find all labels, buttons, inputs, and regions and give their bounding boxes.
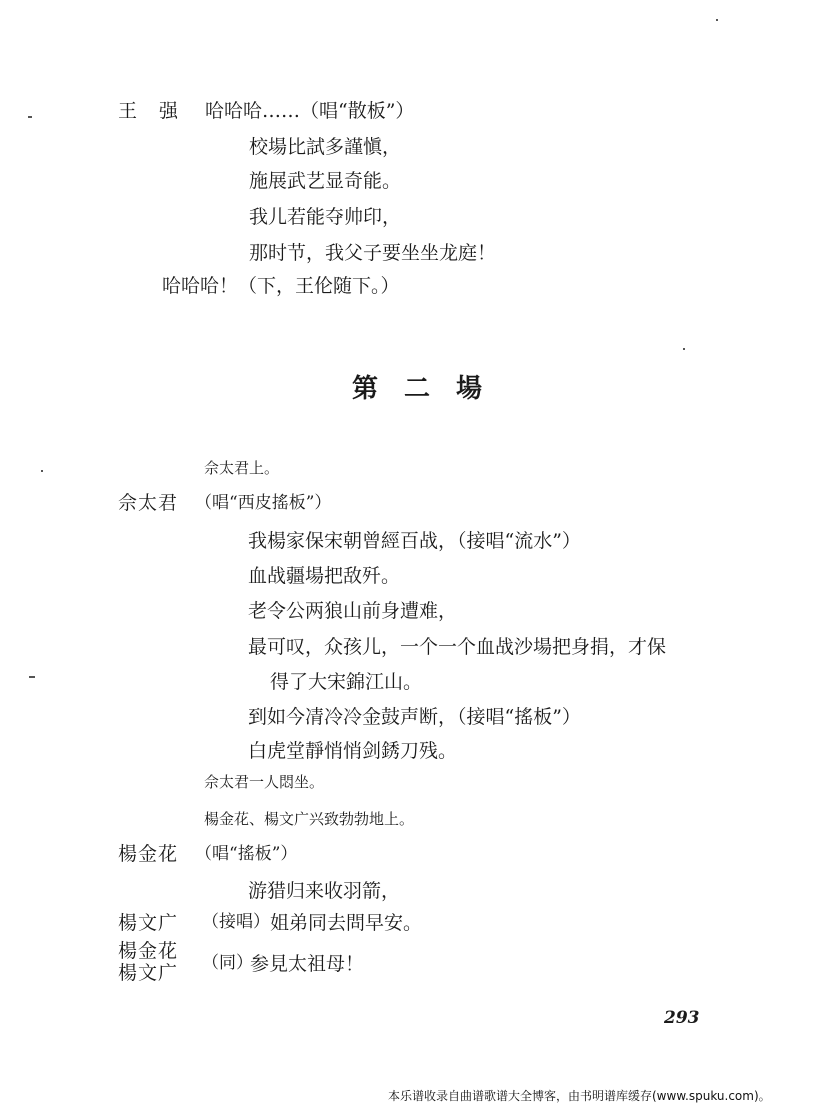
exit-line: 哈哈哈！（下，王伦随下。） bbox=[162, 275, 400, 297]
verse-line: 游猎归来收羽箭， bbox=[248, 880, 401, 902]
stage-line: 哈哈哈……（唱“散板”） bbox=[205, 100, 415, 122]
verse-line: 老令公两狼山前身遭难， bbox=[248, 600, 458, 622]
page-number: 293 bbox=[664, 1008, 700, 1028]
verse-line: 施展武艺显奇能。 bbox=[249, 170, 402, 192]
verse-line: 我儿若能夺帅印， bbox=[249, 206, 402, 228]
scan-speck bbox=[29, 676, 35, 678]
speaker-yang-jinhua: 楊金花 bbox=[118, 940, 179, 962]
verse-line: 最可叹，众孩儿，一个一个血战沙場把身捐，才保 bbox=[248, 636, 667, 658]
singing-direction: （唱“搖板”） bbox=[195, 844, 298, 864]
speaker-yang-wenguang: 楊文广 bbox=[118, 962, 179, 984]
scan-speck bbox=[41, 470, 43, 472]
verse-line: 得了大宋錦江山。 bbox=[270, 671, 423, 693]
singing-direction: （同） bbox=[202, 953, 253, 973]
speaker-yang-wenguang: 楊文广 bbox=[118, 912, 179, 934]
footer-text: 本乐谱收录自曲谱歌谱大全博客，由书明谱库缓存(www.spuku.com)。 bbox=[388, 1089, 771, 1103]
verse-line: 那时节，我父子要坐坐龙庭！ bbox=[249, 242, 497, 264]
speaker-yang-jinhua: 楊金花 bbox=[118, 843, 179, 865]
scan-speck bbox=[28, 116, 32, 118]
scan-speck bbox=[683, 348, 685, 350]
verse-line: 到如今凊冷冷金鼓声断，（接唱“搖板”） bbox=[248, 706, 581, 728]
singing-direction: （接唱） bbox=[202, 912, 270, 932]
speaker-wang-qiang: 王 强 bbox=[118, 100, 187, 122]
verse-line: 白虎堂靜悄悄剑銹刀残。 bbox=[248, 740, 458, 762]
verse-line: 姐弟同去問早安。 bbox=[270, 912, 423, 934]
verse-line: 血战疆場把敌歼。 bbox=[248, 565, 401, 587]
stage-direction: 佘太君一人悶坐。 bbox=[204, 773, 325, 791]
stage-direction: 楊金花、楊文广兴致勃勃地上。 bbox=[204, 810, 415, 828]
stage-direction: 佘太君上。 bbox=[204, 459, 280, 477]
verse-line: 我楊家保宋朝曾經百战，（接唱“流水”） bbox=[248, 530, 581, 552]
verse-line: 校場比試多謹愼， bbox=[249, 136, 402, 158]
speaker-she-taijun: 佘太君 bbox=[118, 492, 179, 514]
singing-direction: （唱“西皮搖板”） bbox=[195, 493, 332, 513]
verse-line: 参見太祖母！ bbox=[250, 953, 365, 975]
scan-speck bbox=[716, 19, 718, 21]
scene-title: 第 二 場 bbox=[352, 374, 483, 404]
